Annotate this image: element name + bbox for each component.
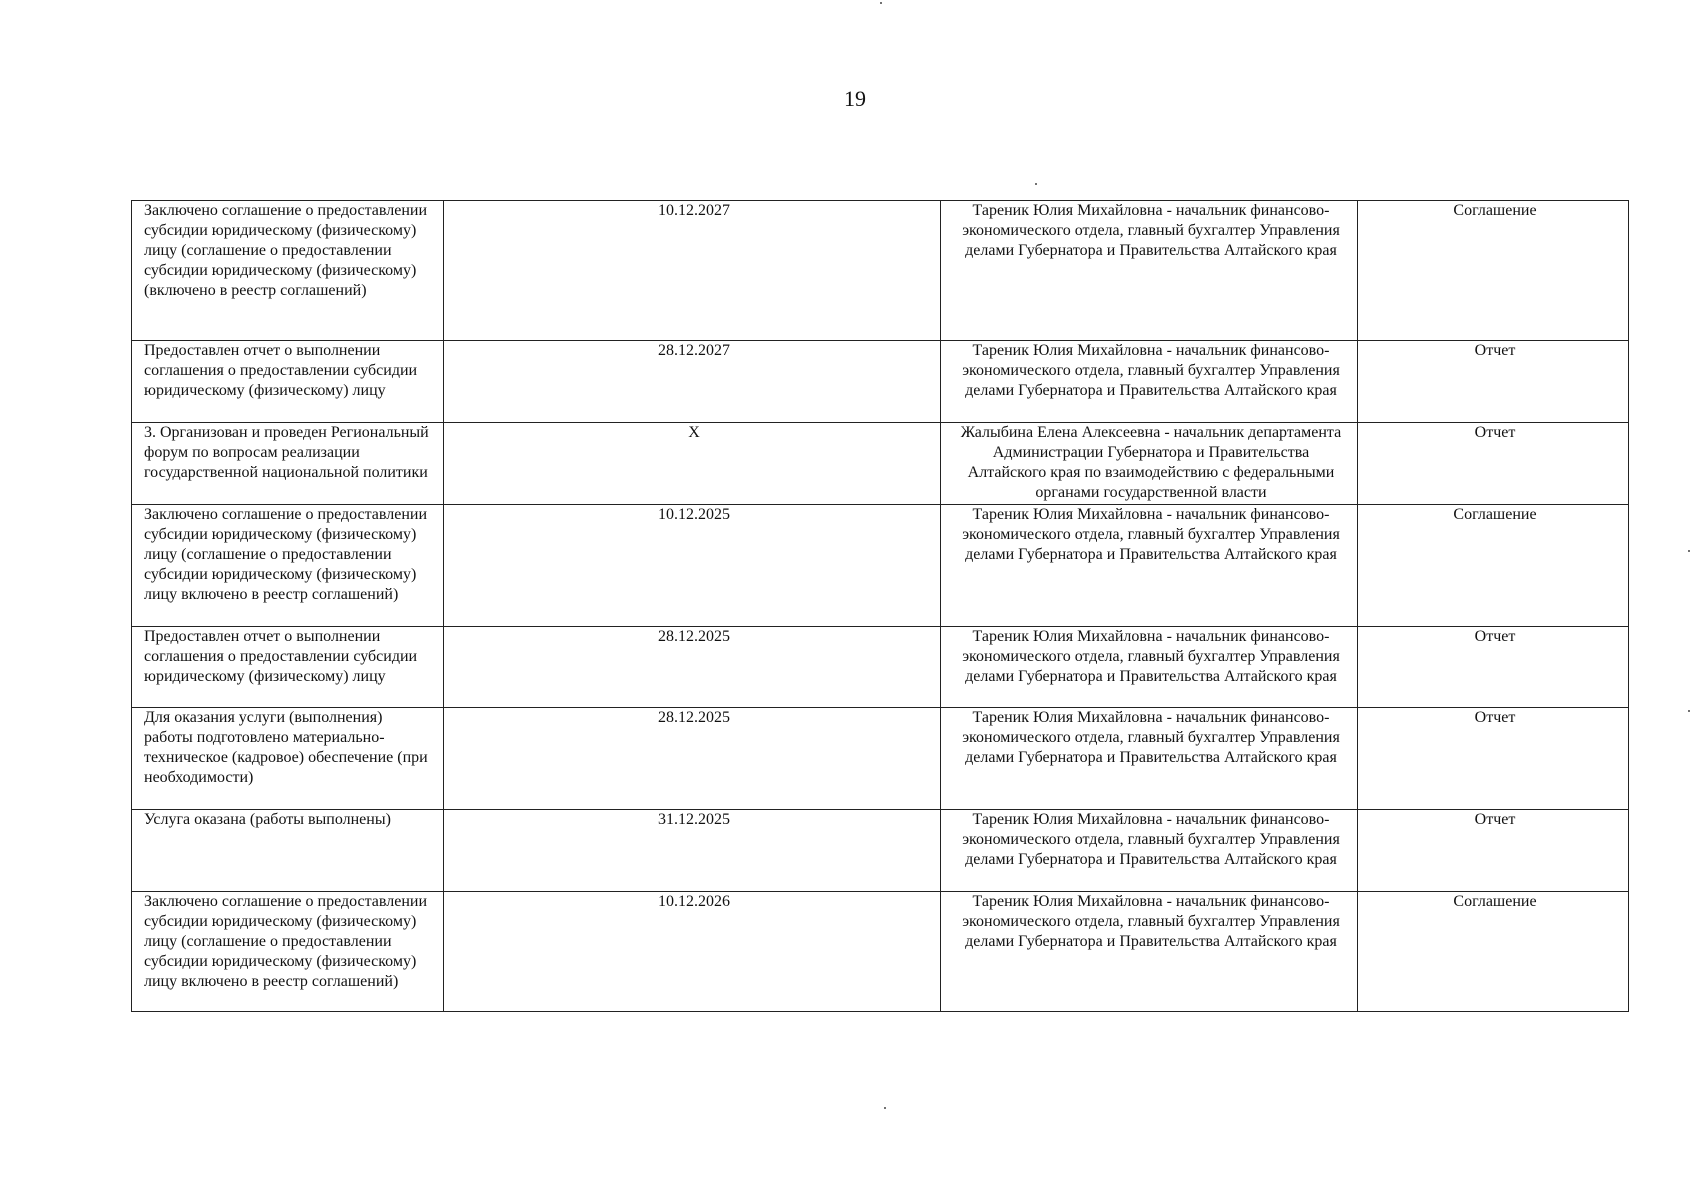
event-cell: Предоставлен отчет о выполнении соглашения о предоставлении субсидии юридическому (физическому) лицу bbox=[132, 341, 444, 423]
document-cell: Соглашение bbox=[1358, 892, 1629, 1012]
responsible-cell: Тареник Юлия Михайловна - начальник финансово-экономического отдела, главный бухгалтер Управления делами Губернатора и Правительства Алтайского края bbox=[941, 505, 1358, 627]
event-cell: Заключено соглашение о предоставлении субсидии юридическому (физическому) лицу (соглашение о предоставлении субсидии юридическому (физическому) (включено в реестр соглашений) bbox=[132, 201, 444, 341]
table-row bbox=[132, 423, 1629, 505]
responsible-cell: Тареник Юлия Михайловна - начальник финансово-экономического отдела, главный бухгалтер Управления делами Губернатора и Правительства Алтайского края bbox=[941, 627, 1358, 708]
responsible-cell: Жалыбина Елена Алексеевна - начальник департамента Администрации Губернатора и Правительства Алтайского края по взаимодействию с федеральными органами государственной власти bbox=[941, 423, 1358, 505]
document-cell: Отчет bbox=[1358, 341, 1629, 423]
scan-speck bbox=[880, 2, 882, 4]
event-cell: 3. Организован и проведен Региональный форум по вопросам реализации государственной национальной политики bbox=[132, 423, 444, 505]
responsible-cell: Тареник Юлия Михайловна - начальник финансово-экономического отдела, главный бухгалтер Управления делами Губернатора и Правительства Алтайского края bbox=[941, 201, 1358, 341]
document-cell: Отчет bbox=[1358, 708, 1629, 810]
date-cell: 28.12.2025 bbox=[444, 627, 941, 708]
table-row bbox=[132, 810, 1629, 892]
document-cell: Соглашение bbox=[1358, 201, 1629, 341]
event-cell: Услуга оказана (работы выполнены) bbox=[132, 810, 444, 892]
document-cell: Отчет bbox=[1358, 627, 1629, 708]
table-row bbox=[132, 201, 1629, 341]
scan-speck bbox=[1035, 183, 1037, 185]
scan-speck bbox=[884, 1107, 886, 1109]
plan-table bbox=[131, 200, 1629, 1012]
table-row bbox=[132, 627, 1629, 708]
responsible-cell: Тареник Юлия Михайловна - начальник финансово-экономического отдела, главный бухгалтер Управления делами Губернатора и Правительства Алтайского края bbox=[941, 708, 1358, 810]
document-cell: Отчет bbox=[1358, 810, 1629, 892]
document-cell: Соглашение bbox=[1358, 505, 1629, 627]
date-cell: 31.12.2025 bbox=[444, 810, 941, 892]
event-cell: Предоставлен отчет о выполнении соглашения о предоставлении субсидии юридическому (физическому) лицу bbox=[132, 627, 444, 708]
table-row bbox=[132, 505, 1629, 627]
responsible-cell: Тареник Юлия Михайловна - начальник финансово-экономического отдела, главный бухгалтер Управления делами Губернатора и Правительства Алтайского края bbox=[941, 892, 1358, 1012]
responsible-cell: Тареник Юлия Михайловна - начальник финансово-экономического отдела, главный бухгалтер Управления делами Губернатора и Правительства Алтайского края bbox=[941, 810, 1358, 892]
event-cell: Для оказания услуги (выполнения) работы подготовлено материально-техническое (кадровое) обеспечение (при необходимости) bbox=[132, 708, 444, 810]
table-row bbox=[132, 892, 1629, 1012]
date-cell: 28.12.2025 bbox=[444, 708, 941, 810]
event-cell: Заключено соглашение о предоставлении субсидии юридическому (физическому) лицу (соглашение о предоставлении субсидии юридическому (физическому) лицу включено в реестр соглашений) bbox=[132, 892, 444, 1012]
page-number: 19 bbox=[844, 86, 866, 111]
date-cell: 10.12.2027 bbox=[444, 201, 941, 341]
table-row bbox=[132, 708, 1629, 810]
document-cell: Отчет bbox=[1358, 423, 1629, 505]
date-cell: 28.12.2027 bbox=[444, 341, 941, 423]
date-cell: X bbox=[444, 423, 941, 505]
responsible-cell: Тареник Юлия Михайловна - начальник финансово-экономического отдела, главный бухгалтер Управления делами Губернатора и Правительства Алтайского края bbox=[941, 341, 1358, 423]
scan-speck bbox=[1688, 550, 1690, 552]
scan-speck bbox=[1688, 710, 1690, 712]
table-row bbox=[132, 341, 1629, 423]
date-cell: 10.12.2026 bbox=[444, 892, 941, 1012]
event-cell: Заключено соглашение о предоставлении субсидии юридическому (физическому) лицу (соглашение о предоставлении субсидии юридическому (физическому) лицу включено в реестр соглашений) bbox=[132, 505, 444, 627]
date-cell: 10.12.2025 bbox=[444, 505, 941, 627]
